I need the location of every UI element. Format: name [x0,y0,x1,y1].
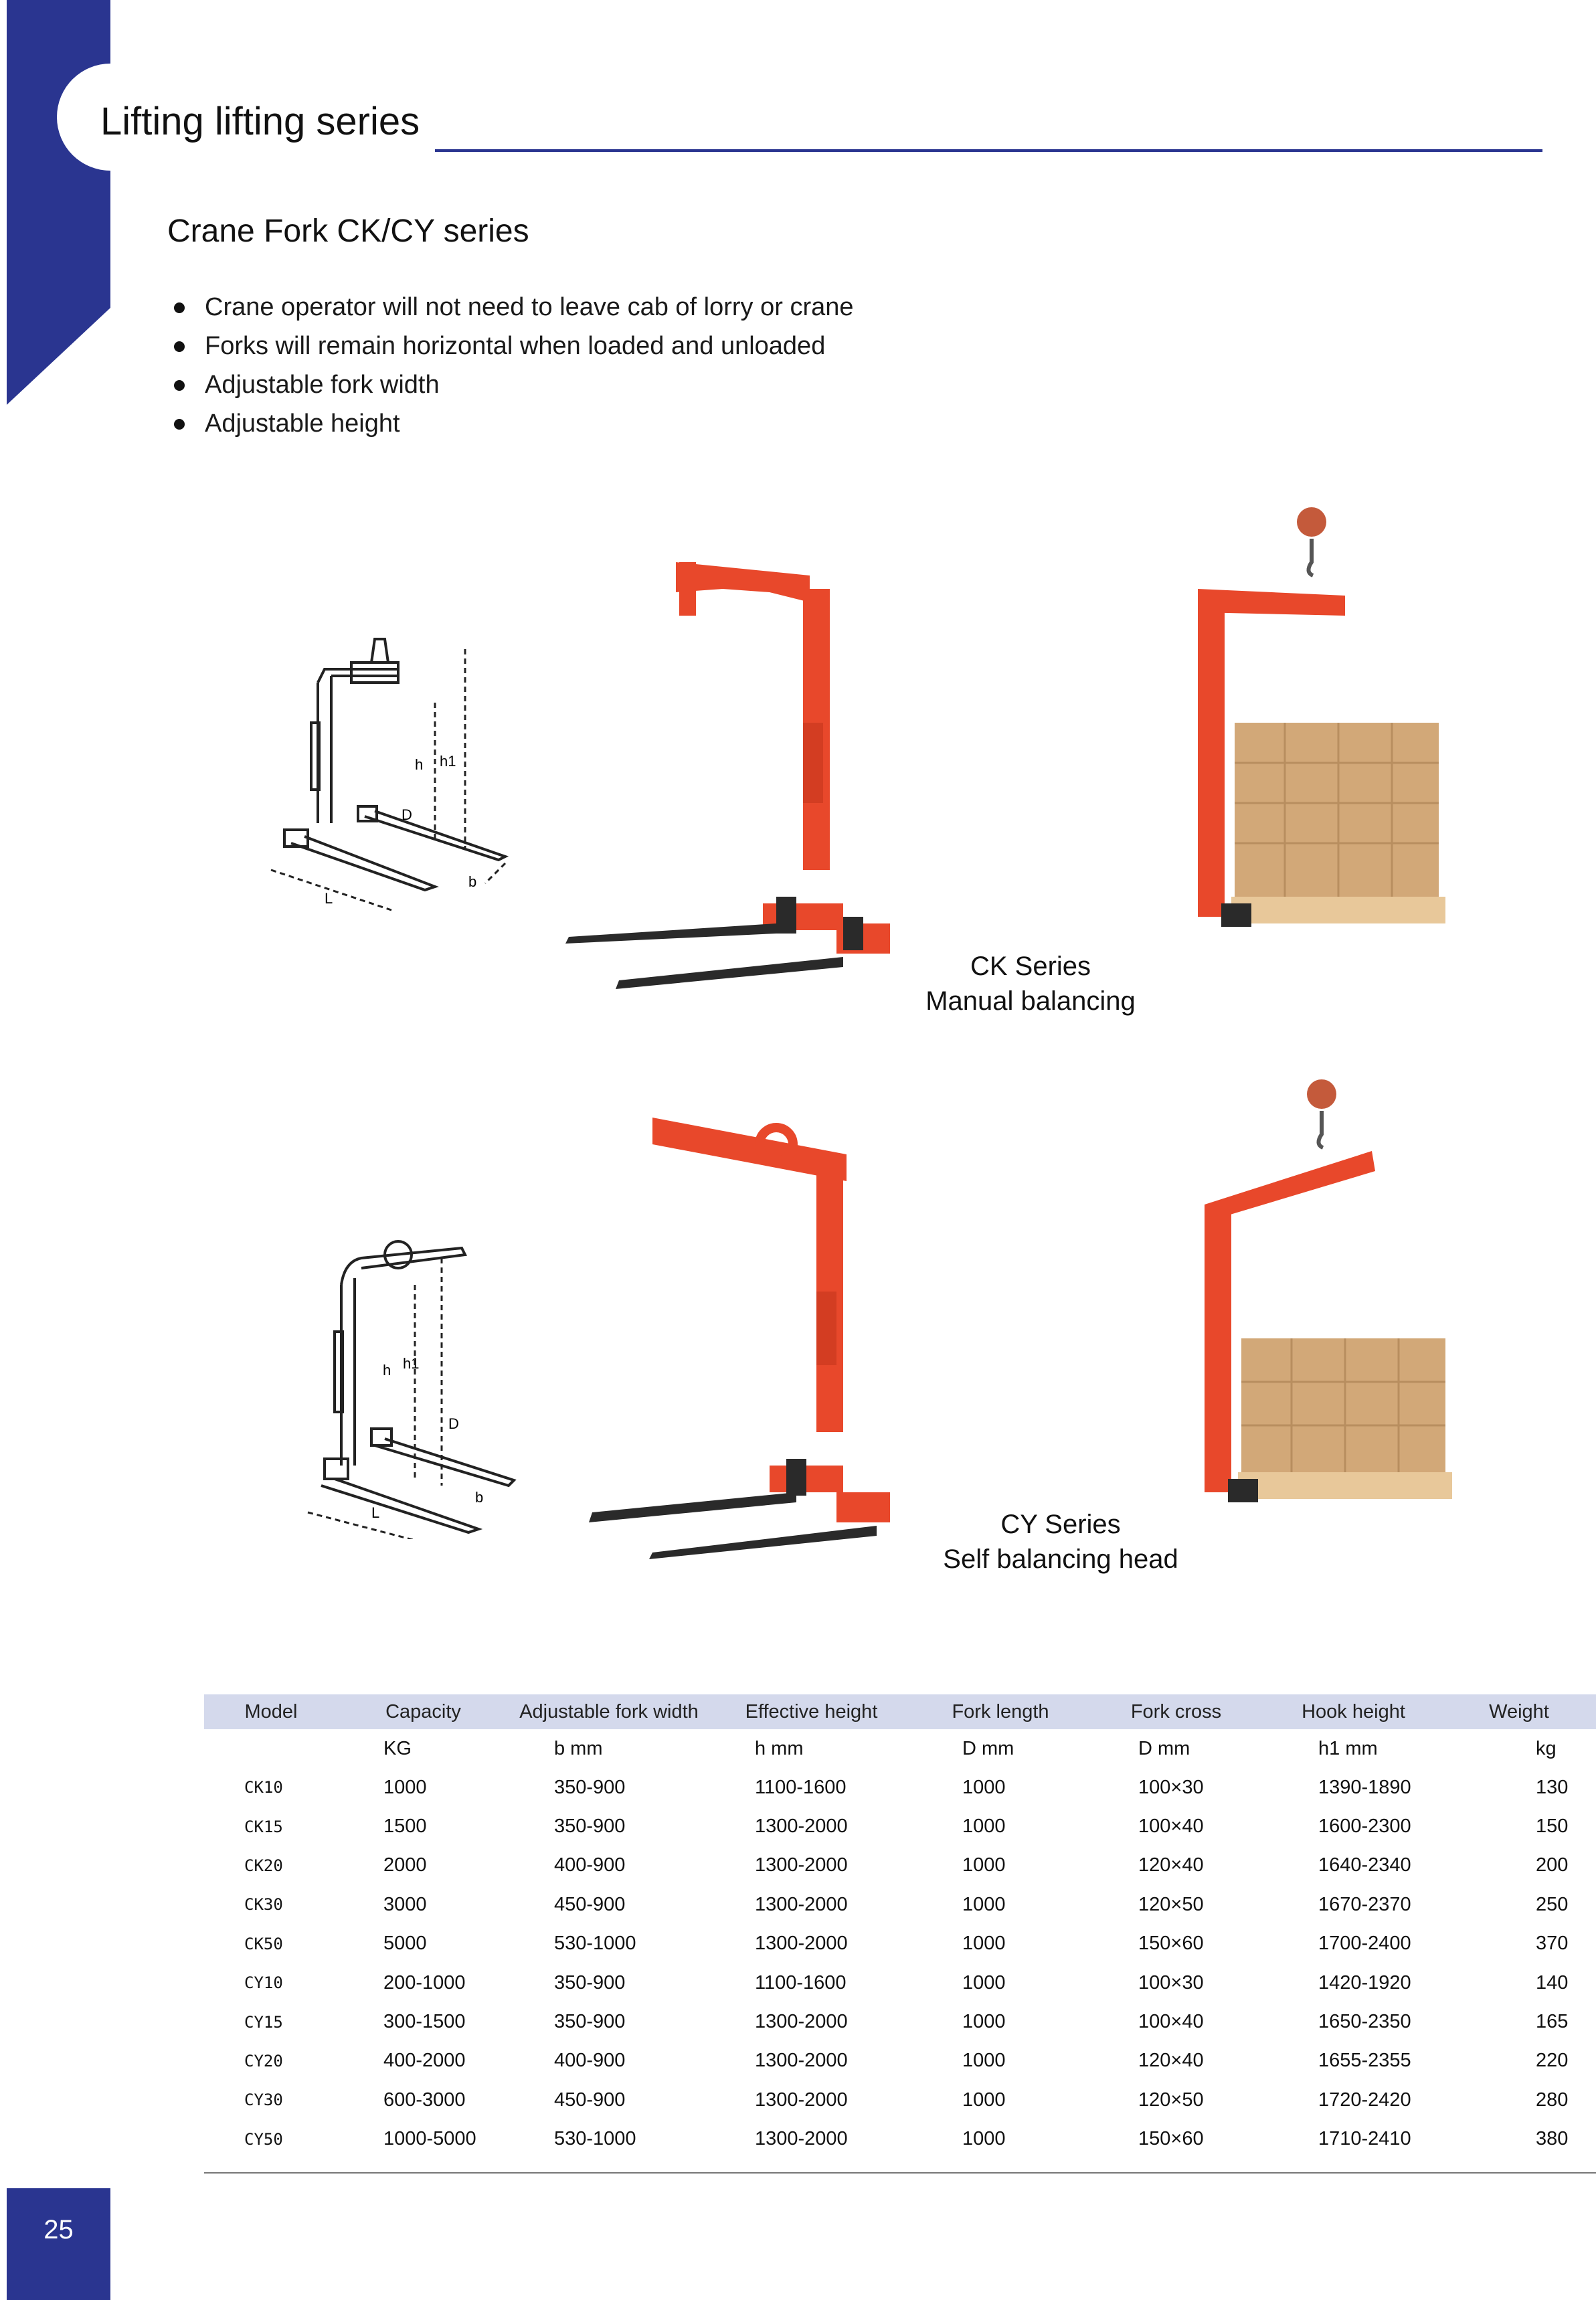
table-cell: 1000 [962,1893,1006,1915]
table-cell: 600-3000 [383,2089,466,2111]
table-cell: 120×50 [1138,1893,1204,1915]
table-cell: CK20 [244,1856,283,1875]
table-row [204,1925,1596,1963]
section-title: Lifting lifting series [100,100,420,143]
table-cell: 5000 [383,1933,427,1955]
feature-item: Forks will remain horizontal when loaded and unloaded [167,327,854,365]
col-capacity: Capacity [338,1694,509,1729]
table-cell: 100×40 [1138,2011,1204,2033]
table-cell: 400-2000 [383,2050,466,2072]
table-cell: 1100-1600 [755,1971,847,1994]
table-cell: 3000 [383,1893,427,1915]
col-model: Model [204,1694,338,1729]
diagram-label-b: b [475,1489,484,1506]
table-cell: 1500 [383,1816,427,1838]
table-cell: 1000 [962,1854,1006,1876]
side-band [7,0,110,405]
col-fork-cross: Fork cross [1087,1694,1265,1729]
table-cell: CK10 [244,1778,283,1797]
cy-dimension-diagram [268,1231,522,1539]
table-cell: 1000 [962,2089,1006,2111]
table-cell: 1300-2000 [755,2050,848,2072]
table-cell: 1670-2370 [1318,1893,1411,1915]
product-title: Crane Fork CK/CY series [167,213,529,249]
table-cell: 100×30 [1138,1776,1204,1798]
table-row [204,1885,1596,1924]
table-cell: 350-900 [554,1776,626,1798]
table-cell: 100×40 [1138,1816,1204,1838]
table-row [204,1963,1596,2002]
table-cell: 1000 [962,2128,1006,2150]
diagram-label-h1: h1 [403,1355,420,1372]
ck-dimension-diagram [264,629,525,917]
ck-crane-fork-image [562,562,897,990]
ck-series-name: CK Series [970,952,1091,981]
diagram-label-l: L [371,1504,380,1521]
col-effective-height: Effective height [709,1694,913,1729]
table-cell: 380 [1536,2128,1569,2150]
col-weight: Weight [1442,1694,1596,1729]
table-cell: 530-1000 [554,1933,636,1955]
table-cell: 1000 [383,1776,427,1798]
table-cell: 1710-2410 [1318,2128,1411,2150]
table-cell: 1300-2000 [755,2089,848,2111]
feature-item: Crane operator will not need to leave cab of lorry or crane [167,288,854,327]
table-row [204,2081,1596,2119]
ck-crane-fork-loaded-image [1171,495,1459,950]
table-cell: 400-900 [554,1854,626,1876]
diagram-label-d: D [402,806,412,823]
table-cell: 1000 [962,1816,1006,1838]
table-cell: 1420-1920 [1318,1971,1411,1994]
spec-table [204,1694,1596,2159]
diagram-label-d: D [448,1415,459,1432]
table-cell: 200-1000 [383,1971,466,1994]
table-cell: 1650-2350 [1318,2011,1411,2033]
table-cell: 1100-1600 [755,1776,847,1798]
table-row [204,1846,1596,1885]
table-cell: 450-900 [554,2089,626,2111]
ck-series-desc: Manual balancing [925,986,1136,1016]
table-cell: CK15 [244,1817,283,1836]
cy-series-name: CY Series [1000,1510,1121,1539]
cy-caption [897,1507,1225,1577]
table-row [204,2042,1596,2081]
table-cell: CY10 [244,1973,283,1993]
table-cell: 2000 [383,1854,427,1876]
table-cell: 120×40 [1138,1854,1204,1876]
page-number: 25 [43,2215,74,2244]
table-cell: 280 [1536,2089,1569,2111]
table-cell: 1720-2420 [1318,2089,1411,2111]
table-cell: 1000 [962,1776,1006,1798]
cy-series-desc: Self balancing head [943,1544,1178,1574]
table-cell: CY20 [244,2051,283,2070]
table-cell: 1300-2000 [755,2128,848,2150]
bullet-icon [174,380,185,391]
table-cell: 250 [1536,1893,1569,1915]
table-row [204,1768,1596,1807]
col-fork-width: Adjustable fork width [509,1694,709,1729]
table-header-row [204,1694,1596,1729]
table-cell: 300-1500 [383,2011,466,2033]
table-cell: 200 [1536,1854,1569,1876]
table-cell: 1000-5000 [383,2128,476,2150]
cy-crane-fork-image [589,1118,910,1559]
table-cell: 370 [1536,1933,1569,1955]
table-cell: 350-900 [554,2011,626,2033]
table-cell: 1640-2340 [1318,1854,1411,1876]
table-units-row: KG b mm h mm D mm D mm h1 mm kg [383,1737,1557,1759]
table-cell: CY30 [244,2091,283,2110]
table-cell: 1655-2355 [1318,2050,1411,2072]
table-cell: 220 [1536,2050,1569,2072]
diagram-label-h: h [415,756,424,773]
table-bottom-rule [204,2172,1596,2174]
table-cell: 350-900 [554,1816,626,1838]
table-cell: 350-900 [554,1971,626,1994]
table-cell: 165 [1536,2011,1569,2033]
table-cell: 1700-2400 [1318,1933,1411,1955]
title-rule [435,149,1542,152]
table-cell: 530-1000 [554,2128,636,2150]
feature-list [167,288,854,443]
diagram-label-h1: h1 [440,753,456,770]
table-cell: 120×40 [1138,2050,1204,2072]
cy-crane-fork-loaded-image [1178,1071,1459,1526]
col-fork-length: Fork length [913,1694,1087,1729]
table-cell: 140 [1536,1971,1569,1994]
table-cell: 1000 [962,1933,1006,1955]
table-cell: 400-900 [554,2050,626,2072]
ck-caption [870,949,1191,1019]
table-cell: 1600-2300 [1318,1816,1411,1838]
table-cell: 1300-2000 [755,1893,848,1915]
table-cell: CK30 [244,1895,283,1915]
table-cell: 150×60 [1138,2128,1204,2150]
feature-item: Adjustable fork width [167,365,854,404]
table-cell: CY15 [244,2012,283,2032]
table-cell: 100×30 [1138,1971,1204,1994]
table-cell: 1300-2000 [755,1933,848,1955]
table-cell: CY50 [244,2129,283,2149]
table-cell: 1300-2000 [755,2011,848,2033]
bullet-icon [174,302,185,313]
bullet-icon [174,419,185,430]
table-cell: 150 [1536,1816,1569,1838]
table-cell: CK50 [244,1934,283,1953]
table-cell: 120×50 [1138,2089,1204,2111]
table-cell: 450-900 [554,1893,626,1915]
diagram-label-b: b [468,873,477,890]
feature-item: Adjustable height [167,404,854,443]
table-row [204,2002,1596,2041]
table-cell: 1000 [962,2011,1006,2033]
diagram-label-l: L [325,890,333,907]
table-cell: 1000 [962,2050,1006,2072]
table-row [204,1807,1596,1846]
table-cell: 150×60 [1138,1933,1204,1955]
table-cell: 1390-1890 [1318,1776,1411,1798]
table-cell: 130 [1536,1776,1569,1798]
table-cell: 1300-2000 [755,1854,848,1876]
bullet-icon [174,341,185,352]
diagram-label-h: h [383,1362,391,1379]
table-cell: 1300-2000 [755,1816,848,1838]
table-row [204,2120,1596,2159]
col-hook-height: Hook height [1265,1694,1442,1729]
table-cell: 1000 [962,1971,1006,1994]
